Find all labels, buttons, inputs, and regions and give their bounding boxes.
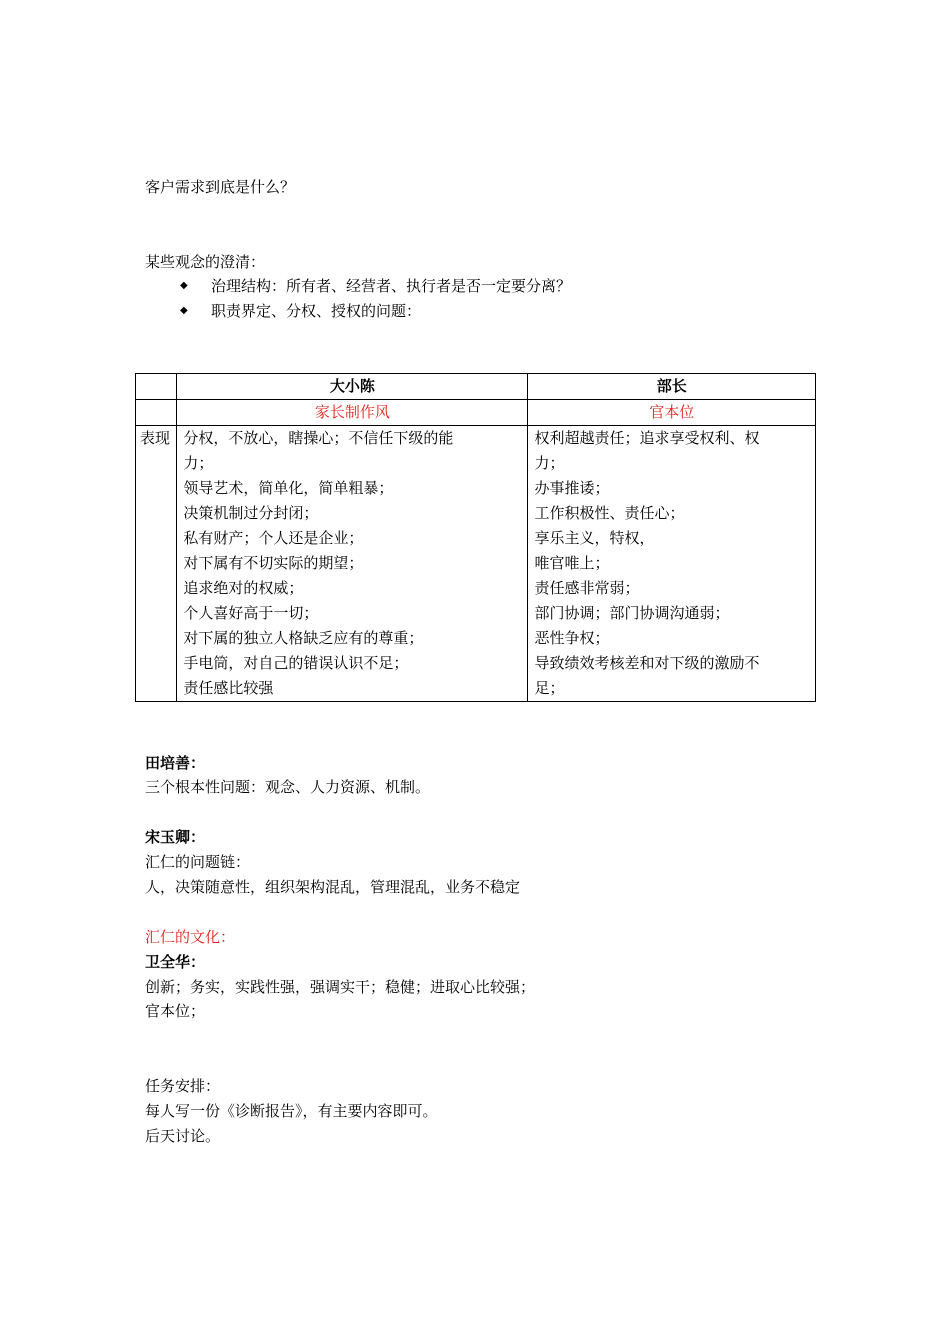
tasks-heading: 任务安排： — [145, 1077, 221, 1095]
subheader-cell-jiazhang: 家长制作风 — [177, 400, 528, 426]
table-line: 工作积极性、责任心； — [534, 504, 685, 522]
diamond-bullet-icon: ◆ — [180, 280, 188, 291]
table-line: 分权，不放心，瞎操心；不信任下级的能 — [183, 429, 454, 447]
clarify-heading: 某些观念的澄清： — [145, 253, 266, 271]
tian-name: 田培善： — [145, 754, 206, 772]
clarify-item: 治理结构：所有者、经营者、执行者是否一定要分离？ — [211, 277, 572, 295]
culture-heading: 汇仁的文化： — [145, 928, 236, 946]
table-line: 对下属有不切实际的期望； — [183, 554, 364, 572]
tian-text: 三个根本性问题：观念、人力资源、机制。 — [145, 778, 431, 796]
table-header-row — [136, 374, 816, 400]
comparison-table — [135, 373, 816, 702]
subheader-cell-guanbenwei: 官本位 — [528, 400, 816, 426]
table-line: 足； — [534, 679, 565, 697]
row-label: 表现 — [136, 426, 177, 702]
table-line: 私有财产；个人还是企业； — [183, 529, 364, 547]
table-line: 享乐主义，特权， — [534, 529, 655, 547]
table-line: 恶性争权； — [534, 629, 610, 647]
table-subheader-row — [136, 400, 816, 426]
table-line: 对下属的独立人格缺乏应有的尊重； — [183, 629, 424, 647]
table-line: 导致绩效考核差和对下级的激励不 — [534, 654, 760, 672]
header-cell-buzhang: 部长 — [528, 374, 816, 400]
song-line2: 人，决策随意性，组织架构混乱，管理混乱，业务不稳定 — [145, 878, 521, 896]
table-line: 唯官唯上； — [534, 554, 610, 572]
table-line: 个人喜好高于一切； — [183, 604, 319, 622]
table-line: 追求绝对的权威； — [183, 579, 304, 597]
clarify-item: 职责界定、分权、授权的问题： — [211, 302, 422, 320]
header-cell-empty — [136, 374, 177, 400]
tasks-line2: 后天讨论。 — [145, 1127, 221, 1145]
question-line: 客户需求到底是什么？ — [145, 178, 296, 196]
culture-line2: 官本位； — [145, 1002, 206, 1020]
table-line: 责任感比较强 — [183, 679, 274, 697]
wei-name: 卫全华： — [145, 953, 206, 971]
table-line: 责任感非常弱； — [534, 579, 640, 597]
subheader-cell-empty — [136, 400, 177, 426]
tasks-line1: 每人写一份《诊断报告》，有主要内容即可。 — [145, 1102, 438, 1120]
diamond-bullet-icon: ◆ — [180, 305, 188, 316]
table-row — [136, 426, 816, 702]
table-line: 力； — [534, 454, 565, 472]
culture-line1: 创新；务实，实践性强，强调实干；稳健；进取心比较强； — [145, 978, 536, 996]
song-line1: 汇仁的问题链： — [145, 853, 251, 871]
table-line: 办事推诿； — [534, 479, 610, 497]
table-line: 手电筒，对自己的错误认识不足； — [183, 654, 409, 672]
table-line: 权利超越责任；追求享受权利、权 — [534, 429, 760, 447]
col1-cell — [177, 426, 528, 702]
table-line: 部门协调；部门协调沟通弱； — [534, 604, 730, 622]
table-line: 领导艺术，简单化，简单粗暴； — [183, 479, 394, 497]
table-line: 决策机制过分封闭； — [183, 504, 319, 522]
table-line: 力； — [183, 454, 214, 472]
col2-cell — [528, 426, 816, 702]
song-name: 宋玉卿： — [145, 828, 206, 846]
header-cell-daxiaochen: 大小陈 — [177, 374, 528, 400]
